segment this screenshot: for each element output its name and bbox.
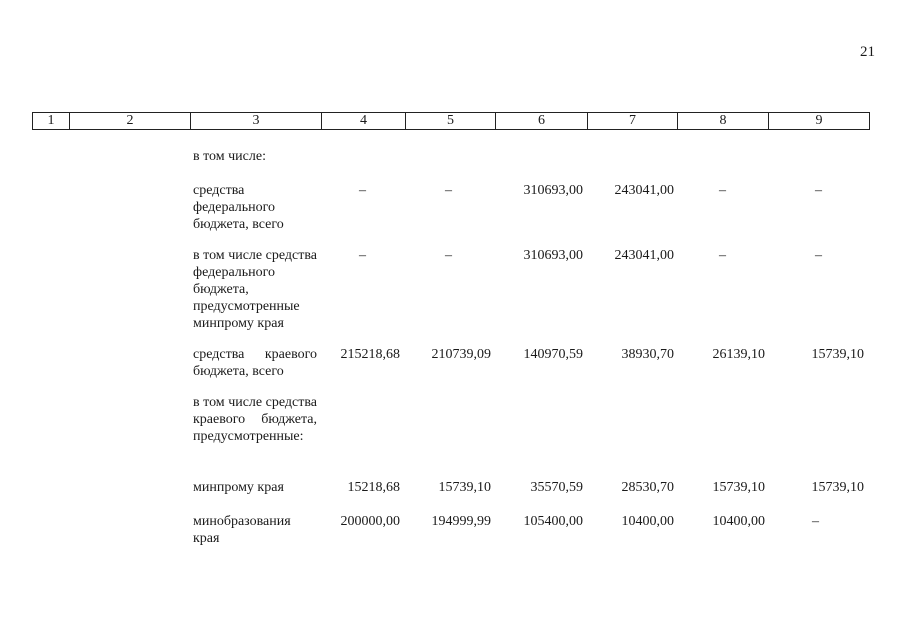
value-col9: 15739,10 xyxy=(811,480,864,495)
value-col6: 310693,00 xyxy=(523,183,583,198)
value-col9: 15739,10 xyxy=(811,347,864,362)
row-label: средства краевого бюджета, всего xyxy=(193,347,317,379)
value-col8: – xyxy=(719,183,726,198)
column-number-8: 8 xyxy=(678,113,769,129)
row-label: минпрому края xyxy=(193,480,284,495)
row-label: в том числе: xyxy=(193,149,266,164)
value-col4: – xyxy=(359,183,366,198)
value-col7: 38930,70 xyxy=(621,347,674,362)
value-col6: 310693,00 xyxy=(523,248,583,263)
value-col4: 15218,68 xyxy=(347,480,400,495)
column-number-2: 2 xyxy=(70,113,191,129)
value-col8: – xyxy=(719,248,726,263)
page-number: 21 xyxy=(860,44,875,60)
value-col9: – xyxy=(815,183,822,198)
value-col4: 200000,00 xyxy=(340,514,400,529)
value-col5: 194999,99 xyxy=(431,514,491,529)
value-col8: 26139,10 xyxy=(712,347,765,362)
value-col7: 10400,00 xyxy=(621,514,674,529)
column-number-header xyxy=(32,112,870,130)
value-col8: 10400,00 xyxy=(712,514,765,529)
value-col6: 105400,00 xyxy=(523,514,583,529)
value-col9: – xyxy=(815,248,822,263)
column-number-5: 5 xyxy=(406,113,496,129)
value-col4: 215218,68 xyxy=(340,347,400,362)
column-number-1: 1 xyxy=(33,113,70,129)
value-col7: 243041,00 xyxy=(614,248,674,263)
value-col4: – xyxy=(359,248,366,263)
column-number-3: 3 xyxy=(191,113,322,129)
column-number-6: 6 xyxy=(496,113,588,129)
value-col8: 15739,10 xyxy=(712,480,765,495)
value-col5: – xyxy=(445,183,452,198)
value-col5: 210739,09 xyxy=(431,347,491,362)
row-label: в том числе средства федерального бюджета, предусмотренные минпрому края xyxy=(193,248,317,331)
column-number-9: 9 xyxy=(815,113,823,128)
row-label: в том числе средства краевого бюджета, предусмотренные: xyxy=(193,395,317,444)
value-col5: – xyxy=(445,248,452,263)
value-col5: 15739,10 xyxy=(438,480,491,495)
value-col6: 35570,59 xyxy=(530,480,583,495)
column-number-7: 7 xyxy=(588,113,678,129)
column-number-4: 4 xyxy=(322,113,406,129)
value-col7: 28530,70 xyxy=(621,480,674,495)
value-col7: 243041,00 xyxy=(614,183,674,198)
row-label: минобразования края xyxy=(193,514,291,546)
value-col6: 140970,59 xyxy=(523,347,583,362)
row-label: средства федерального бюджета, всего xyxy=(193,183,284,232)
value-col9: – xyxy=(812,514,819,529)
